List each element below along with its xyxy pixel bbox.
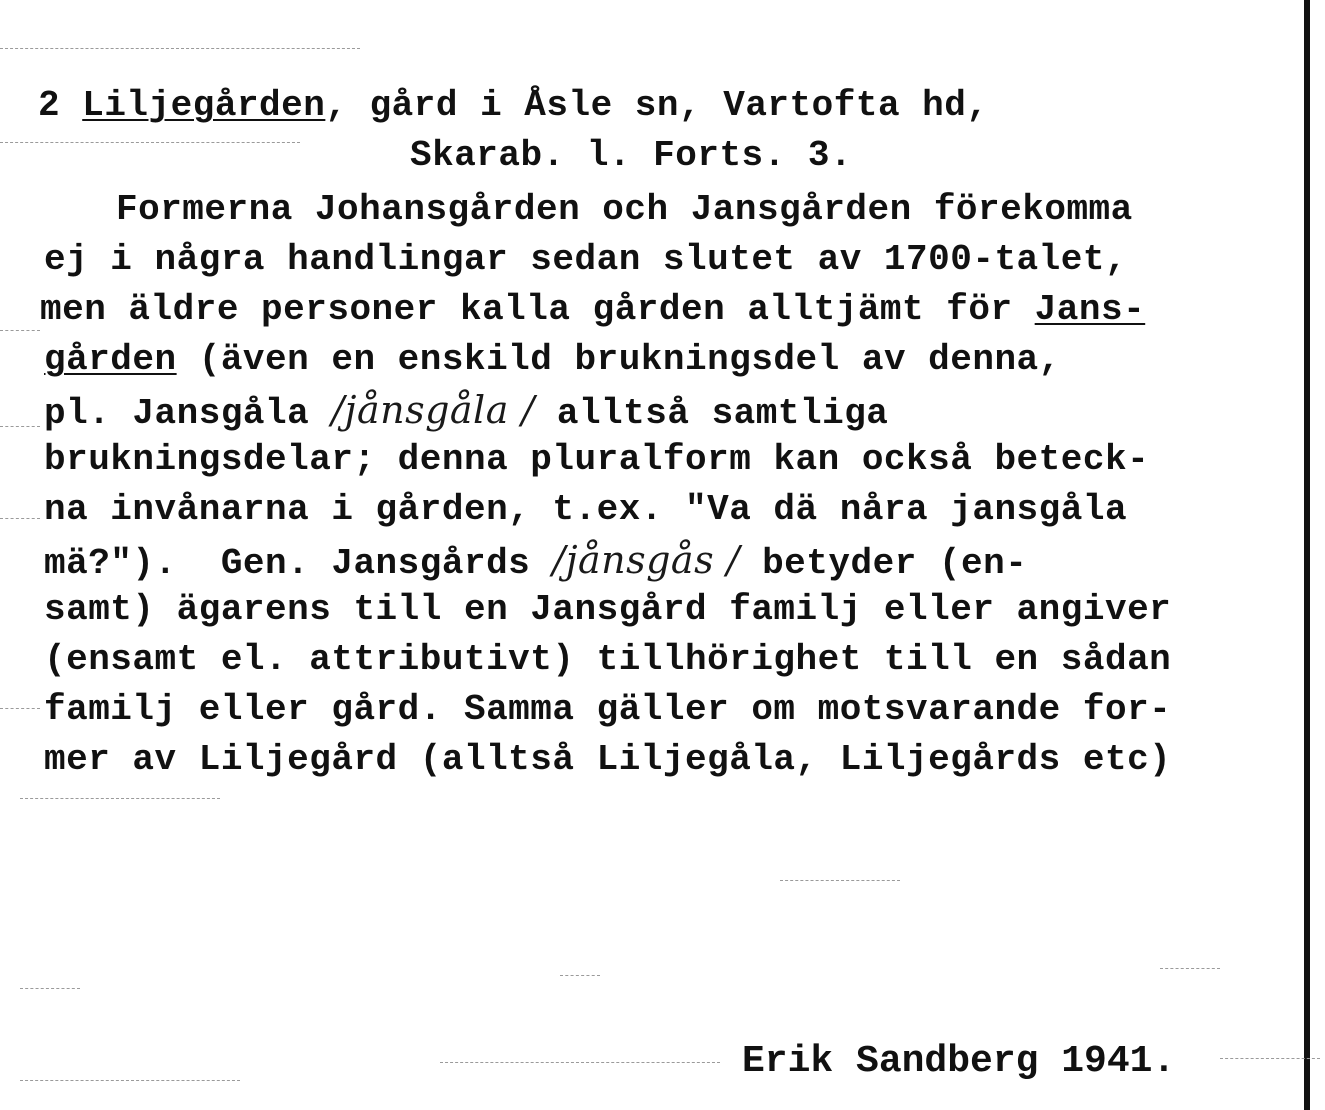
body-line-9: samt) ägarens till en Jansgård familj eller angiver (44, 589, 1172, 630)
body-line-4 (44, 340, 1061, 380)
body-line-5-rest: alltså samtliga (534, 393, 889, 434)
ruling-line (0, 48, 360, 50)
body-line-5-text: pl. Jansgåla (44, 393, 332, 434)
ruling-line (0, 518, 40, 520)
body-line-5 (44, 390, 888, 434)
ruling-line (1220, 1058, 1320, 1060)
ruling-line (0, 426, 40, 428)
ruling-line (0, 142, 300, 144)
ruling-line (780, 880, 900, 882)
body-line-7: na invånarna i gården, t.ex. "Va dä nåra jansgåla (44, 489, 1128, 530)
body-line-10: (ensamt el. attributivt) tillhörighet till en sådan (44, 639, 1172, 680)
handwritten-pronunciation: /jånsgåla / (331, 388, 535, 432)
underlined-name-garden: gården (44, 339, 177, 380)
card-edge (1304, 0, 1310, 1110)
body-line-12: mer av Liljegård (alltså Liljegåla, Liljegårds etc) (44, 739, 1172, 780)
ruling-line (0, 330, 40, 332)
header-line-2: Skarab. l. Forts. 3. (410, 135, 853, 176)
body-line-11: familj eller gård. Samma gäller om motsvarande for- (44, 689, 1172, 730)
body-line-6: brukningsdelar; denna pluralform kan också beteck- (44, 439, 1150, 480)
body-line-1: Formerna Johansgården och Jansgården förekomma (116, 189, 1133, 230)
body-line-4-text: (även en enskild brukningsdel av denna, (176, 339, 1061, 380)
header-line-1 (38, 86, 988, 126)
ruling-line (560, 975, 600, 977)
handwritten-pronunciation: /jånsgås / (552, 538, 740, 582)
body-line-3 (40, 290, 1145, 330)
entry-number: 2 (38, 85, 61, 126)
ruling-line (20, 798, 220, 800)
body-line-2: ej i några handlingar sedan slutet av 1700-talet, (44, 239, 1128, 280)
body-line-3-text: men äldre personer kalla gården alltjämt för (40, 289, 1035, 330)
place-name: Liljegården (82, 85, 326, 126)
ruling-line (20, 988, 80, 990)
body-line-8 (44, 540, 1027, 584)
ruling-line (20, 1080, 240, 1082)
underlined-name-jans: Jans- (1034, 289, 1146, 330)
signature: Erik Sandberg 1941. (742, 1040, 1176, 1083)
ruling-line (1160, 968, 1220, 970)
body-line-8-text: mä?"). Gen. Jansgårds (44, 543, 553, 584)
ruling-line (0, 708, 40, 710)
header-line-1-rest: , gård i Åsle sn, Vartofta hd, (325, 85, 989, 126)
body-line-8-rest: betyder (en- (739, 543, 1028, 584)
ruling-line (440, 1062, 720, 1064)
